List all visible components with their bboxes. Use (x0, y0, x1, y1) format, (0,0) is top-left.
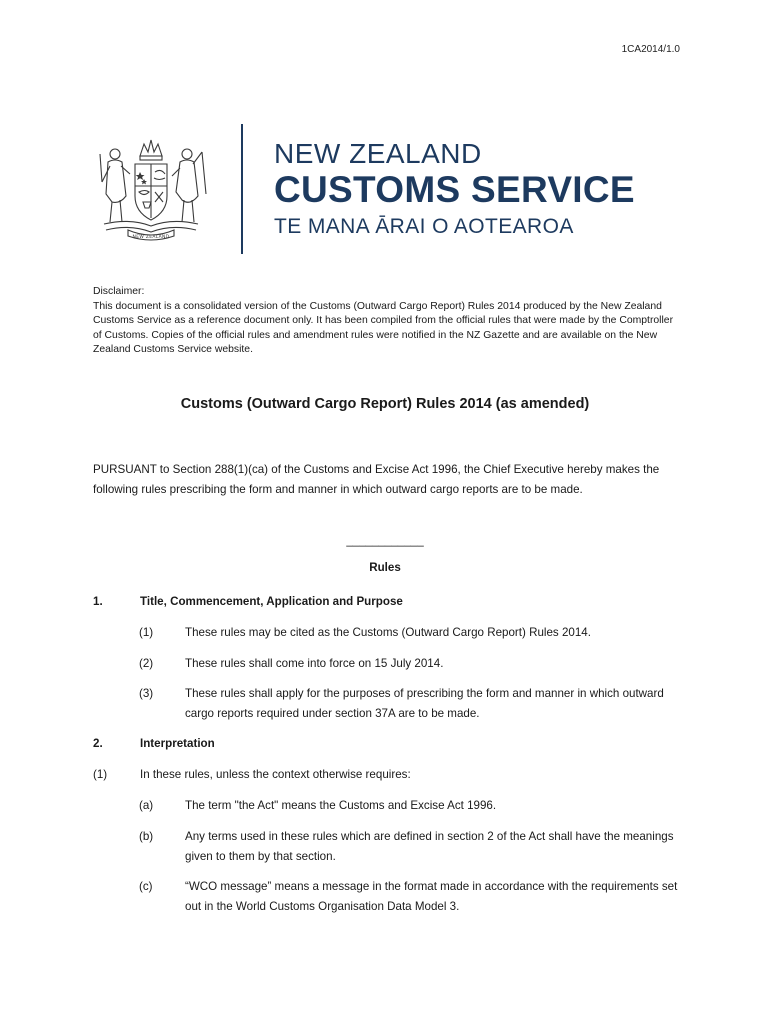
item-text: The term "the Act" means the Customs and Excise Act 1996. (185, 799, 497, 812)
item-text: These rules may be cited as the Customs (Outward Cargo Report) Rules 2014. (185, 626, 591, 639)
svg-text:NEW ZEALAND: NEW ZEALAND (132, 235, 170, 240)
section-number: 2. (93, 737, 103, 750)
item-text: These rules shall apply for the purposes of prescribing the form and manner in which outward cargo reports required under section 37A are to be made. (185, 687, 664, 720)
disclaimer (93, 285, 683, 358)
org-name-line2: CUSTOMS SERVICE (274, 169, 635, 210)
rules-heading: Rules (369, 561, 401, 574)
separator-line: ____________ (346, 534, 424, 547)
subsection-number: (1) (93, 768, 108, 781)
logo-divider (241, 124, 243, 254)
section-heading: Title, Commencement, Application and Purpose (140, 595, 403, 608)
section-heading: Interpretation (140, 737, 215, 750)
subsection-text: In these rules, unless the context otherwise requires: (140, 768, 411, 781)
item-number: (a) (139, 799, 154, 812)
org-name-line1: NEW ZEALAND (274, 138, 482, 169)
document-reference: 1CA2014/1.0 (621, 44, 680, 55)
item-number: (3) (139, 687, 154, 700)
disclaimer-text: This document is a consolidated version of the Customs (Outward Cargo Report) Rules 2014 produced by the New Zealand Customs Service as a reference document only. It has been compiled from the official rules that were made by the Comptroller of Customs. Copies of the official rules and amendment rules were notified in the NZ Gazette and are available on the New Zealand Customs Service website. (93, 300, 674, 356)
org-name-maori: TE MANA ĀRAI O AOTEAROA (274, 215, 574, 238)
section-number: 1. (93, 595, 103, 608)
item-text: Any terms used in these rules which are defined in section 2 of the Act shall have the meanings given to them by that section. (185, 830, 674, 863)
document-title: Customs (Outward Cargo Report) Rules 2014 (as amended) (180, 396, 590, 412)
nz-coat-of-arms-icon (90, 134, 212, 242)
item-number: (2) (139, 657, 154, 670)
item-number: (c) (139, 880, 153, 893)
item-number: (1) (139, 626, 154, 639)
disclaimer-label: Disclaimer: (93, 286, 145, 297)
item-text: “WCO message” means a message in the format made in accordance with the requirements set out in the World Customs Organisation Data Model 3. (185, 880, 678, 913)
item-text: These rules shall come into force on 15 July 2014. (185, 657, 444, 670)
item-number: (b) (139, 830, 154, 843)
preamble: PURSUANT to Section 288(1)(ca) of the Customs and Excise Act 1996, the Chief Executive hereby makes the following rules prescribing the form and manner in which outward cargo reports are to be made. (93, 463, 660, 496)
